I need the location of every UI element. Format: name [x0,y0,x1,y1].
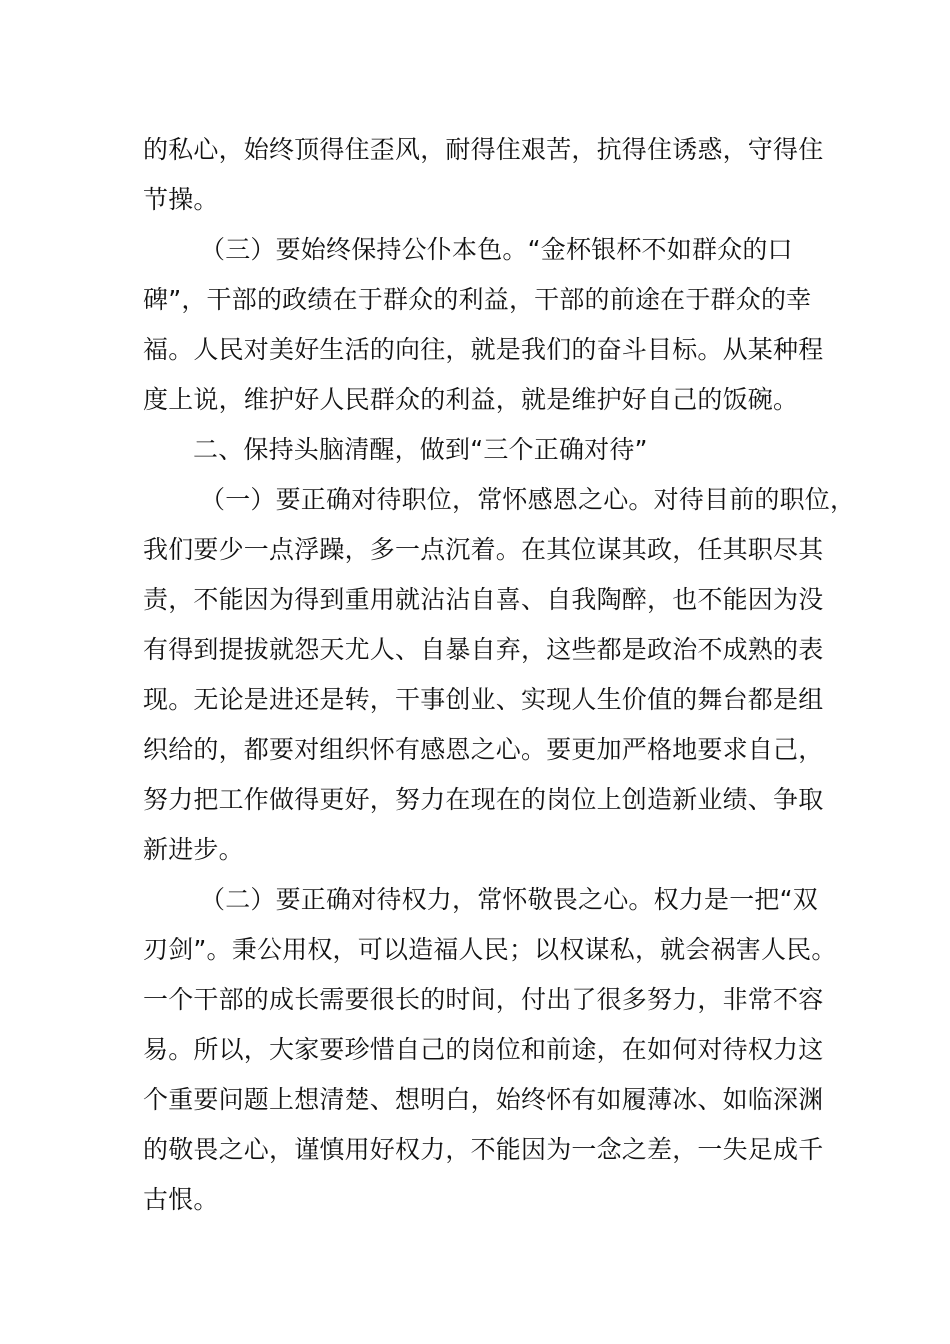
section-heading: 二、保持头脑清醒，做到“三个正确对待” [193,435,648,464]
text-line: 刃剑”。秉公用权，可以造福人民；以权谋私，就会祸害人民。 [143,935,837,964]
text-line: 易。所以，大家要珍惜自己的岗位和前途，在如何对待权力这 [143,1035,824,1064]
text-line: 努力把工作做得更好，努力在现在的岗位上创造新业绩、争取 [143,785,824,814]
text-line: 福。人民对美好生活的向往，就是我们的奋斗目标。从某种程 [143,335,824,364]
text-line: 碑”，干部的政绩在于群众的利益，干部的前途在于群众的幸 [143,285,812,314]
paragraph-first-line: （二）要正确对待权力，常怀敬畏之心。权力是一把“双 [200,885,818,914]
text-line: 现。无论是进还是转，干事创业、实现人生价值的舞台都是组 [143,685,824,714]
text-line: 一个干部的成长需要很长的时间，付出了很多努力，非常不容 [143,985,824,1014]
text-line: 度上说，维护好人民群众的利益，就是维护好自己的饭碗。 [143,385,799,414]
text-line: 个重要问题上想清楚、想明白，始终怀有如履薄冰、如临深渊 [143,1085,824,1114]
paragraph-first-line: （一）要正确对待职位，常怀感恩之心。对待目前的职位， [200,485,856,514]
text-line: 责，不能因为得到重用就沾沾自喜、自我陶醉，也不能因为没 [143,585,824,614]
text-line: 新进步。 [143,835,244,864]
text-line: 古恨。 [143,1185,219,1214]
text-line: 的敬畏之心，谨慎用好权力，不能因为一念之差，一失足成千 [143,1135,824,1164]
text-line: 有得到提拔就怨天尤人、自暴自弃，这些都是政治不成熟的表 [143,635,824,664]
text-line: 我们要少一点浮躁，多一点沉着。在其位谋其政，任其职尽其 [143,535,824,564]
text-line: 的私心，始终顶得住歪风，耐得住艰苦，抗得住诱惑，守得住 [143,135,824,164]
text-line: 织给的，都要对组织怀有感恩之心。要更加严格地要求自己， [143,735,824,764]
text-line: 节操。 [143,185,219,214]
paragraph-first-line: （三）要始终保持公仆本色。“金杯银杯不如群众的口 [200,235,793,264]
